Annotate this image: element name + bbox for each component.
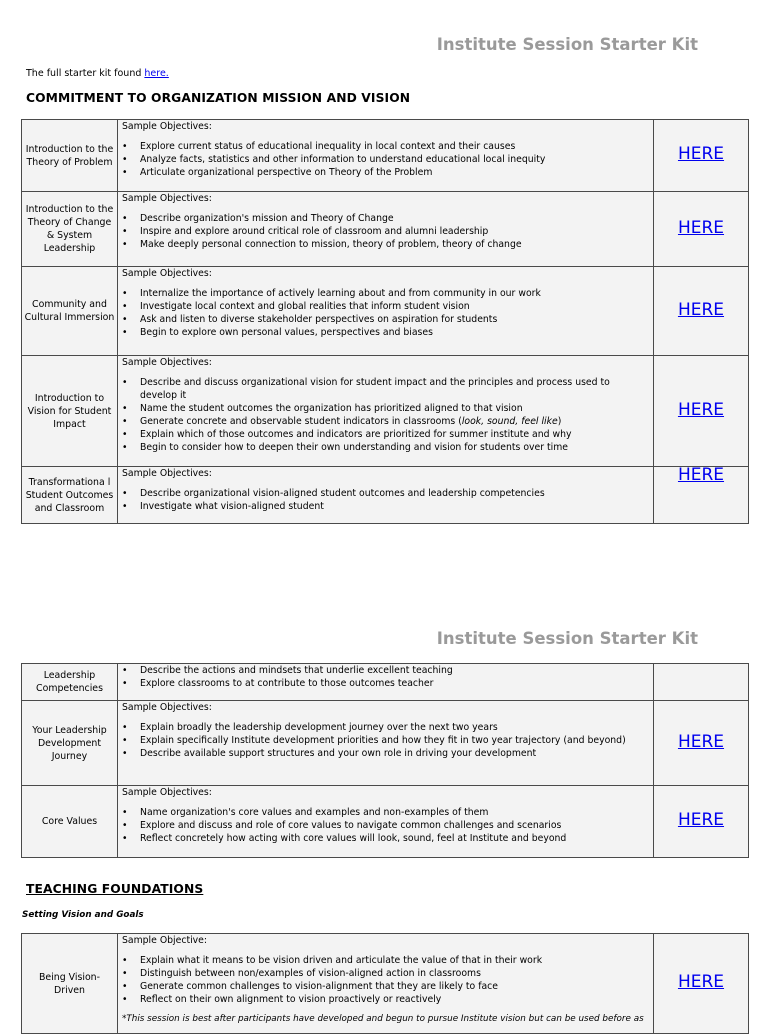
here-link[interactable]: HERE [677,299,725,320]
objective-item: • Explain which of those outcomes and indicators are prioritized for summer institute and why [122,428,649,441]
section-heading-teaching-foundations: TEACHING FOUNDATIONS [26,882,204,896]
objectives-label: Sample Objectives: [122,468,212,479]
link-cell [654,786,749,858]
session-topic: Introduction to the Theory of Change & System Leadership [22,192,118,267]
link-cell [654,356,749,467]
objective-item: • Describe available support structures and your own role in driving your development [122,747,649,760]
objective-item: • Analyze facts, statistics and other information to understand educational local inequity [122,153,649,166]
objectives-table-commitment [21,119,749,524]
starter-kit-link[interactable]: here. [144,68,169,79]
objective-item: • Explain what it means to be vision driven and articulate the value of that in their work [122,954,649,967]
table-row [22,356,749,467]
link-cell [654,701,749,786]
intro-text: The full starter kit found [26,68,145,79]
here-link[interactable]: HERE [677,217,725,238]
objective-item: • Describe and discuss organizational vision for student impact and the principles and process used to develop it [122,376,649,402]
objective-item: • Begin to explore own personal values, perspectives and biases [122,326,649,339]
here-link[interactable]: HERE [677,731,725,752]
objective-item: • Describe organization's mission and Theory of Change [122,212,649,225]
table-row [22,664,749,701]
page-title: Institute Session Starter Kit [436,35,698,54]
session-topic: Leadership Competencies [22,664,118,701]
objectives-label: Sample Objectives: [122,193,212,204]
objective-item: • Make deeply personal connection to mission, theory of problem, theory of change [122,238,649,251]
objectives-cell [118,356,654,467]
objective-item: • Name the student outcomes the organization has prioritized aligned to that vision [122,402,649,415]
objective-item: • Explain specifically Institute development priorities and how they fit in two year trajectory (and beyond) [122,734,649,747]
objectives-label: Sample Objective: [122,935,208,946]
table-row [22,786,749,858]
table-row [22,467,749,524]
objectives-cell [118,664,654,701]
objective-text: Generate concrete and observable student indicators in classrooms ( [140,416,462,427]
objectives-cell [118,120,654,192]
intro-line [26,68,169,79]
session-note: *This session is best after participants have developed and begun to pursue Institute vision but can be used before as [122,1014,644,1024]
objectives-label: Sample Objectives: [122,268,212,279]
here-link[interactable]: HERE [677,144,725,164]
link-cell [654,267,749,356]
objective-item: • Explore current status of educational inequality in local context and their causes [122,140,649,153]
objective-text-end: ) [557,416,562,427]
table-row [22,267,749,356]
objectives-label: Sample Objectives: [122,121,212,132]
objectives-cell [118,786,654,858]
objectives-label: Sample Objectives: [122,702,212,713]
subheading-setting-vision: Setting Vision and Goals [22,910,144,920]
session-topic: Core Values [22,786,118,858]
session-topic: Your Leadership Development Journey [22,701,118,786]
objective-item: • Articulate organizational perspective on Theory of the Problem [122,166,649,179]
link-cell [654,664,749,701]
table-row [22,120,749,192]
objective-item: • Explore classrooms to at contribute to those outcomes teacher [122,677,649,690]
objective-item [122,415,649,428]
session-topic: Being Vision-Driven [22,934,118,1034]
objectives-cell [118,192,654,267]
link-cell [654,467,749,524]
session-topic: Community and Cultural Immersion [22,267,118,356]
session-topic: Introduction to Vision for Student Impact [22,356,118,467]
objectives-label: Sample Objectives: [122,787,212,798]
objectives-table-teaching [21,933,749,1034]
objectives-table-continued [21,663,749,858]
objective-item: • Internalize the importance of actively learning about and from community in our work [122,287,649,300]
here-link[interactable]: HERE [677,399,725,420]
link-cell [654,192,749,267]
here-link[interactable]: HERE [677,465,725,485]
objectives-label: Sample Objectives: [122,357,212,368]
session-topic: Transformationa l Student Outcomes and Classroom [22,467,118,524]
objective-item: • Investigate local context and global realities that inform student vision [122,300,649,313]
objective-item: • Distinguish between non/examples of vision-aligned action in classrooms [122,967,649,980]
objective-item: • Inspire and explore around critical role of classroom and alumni leadership [122,225,649,238]
objectives-cell [118,934,654,1034]
objective-item: • Generate common challenges to vision-alignment that they are likely to face [122,980,649,993]
objective-item: • Describe organizational vision-aligned student outcomes and leadership competencies [122,487,649,500]
page-title-repeat: Institute Session Starter Kit [436,629,698,648]
objective-item: • Begin to consider how to deepen their own understanding and vision for students over time [122,441,649,454]
here-link[interactable]: HERE [677,972,725,992]
objective-item: • Reflect concretely how acting with core values will look, sound, feel at Institute and beyond [122,832,649,845]
objective-item: • Explore and discuss and role of core values to navigate common challenges and scenarios [122,819,649,832]
objective-item: • Reflect on their own alignment to vision proactively or reactively [122,993,649,1006]
table-row [22,192,749,267]
objectives-cell [118,267,654,356]
table-row [22,701,749,786]
link-cell [654,934,749,1034]
session-topic: Introduction to the Theory of Problem [22,120,118,192]
objective-emphasis: look, sound, feel like [461,416,558,427]
objective-item: • Explain broadly the leadership development journey over the next two years [122,721,649,734]
here-link[interactable]: HERE [677,810,725,830]
objective-item: • Ask and listen to diverse stakeholder perspectives on aspiration for students [122,313,649,326]
objective-item: • Name organization's core values and examples and non-examples of them [122,806,649,819]
objectives-cell [118,467,654,524]
section-heading-commitment: COMMITMENT TO ORGANIZATION MISSION AND VISION [26,91,411,105]
objectives-cell [118,701,654,786]
objective-item: • Investigate what vision-aligned student [122,500,649,513]
link-cell [654,120,749,192]
table-row [22,934,749,1034]
objective-item: • Describe the actions and mindsets that underlie excellent teaching [122,664,649,677]
